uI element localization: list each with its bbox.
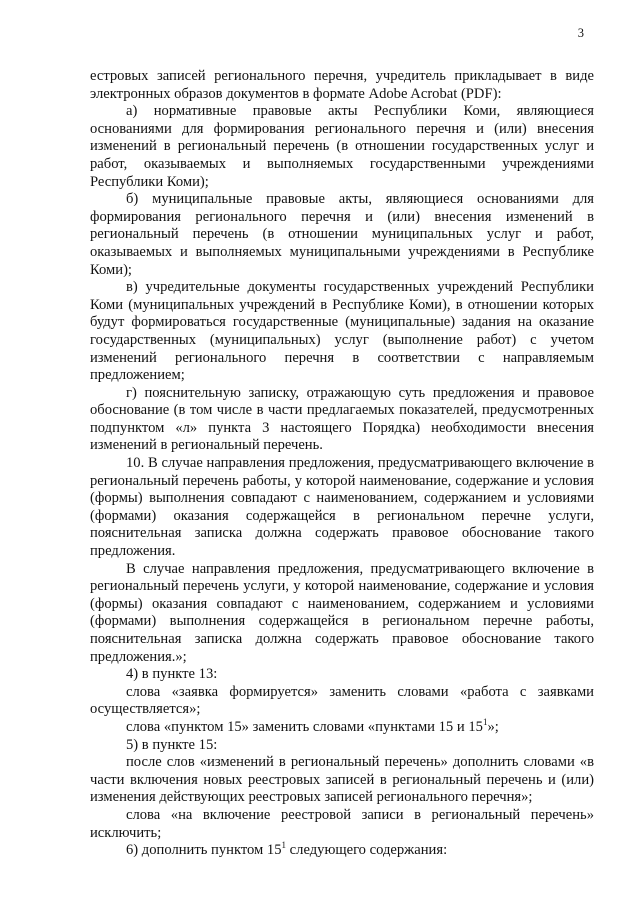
paragraph-text: естровых записей регионального перечня, учредитель прикладывает в виде электронных образов документов в формате Adobe Acrobat (PDF): bbox=[90, 68, 594, 102]
page-number: 3 bbox=[577, 26, 584, 40]
paragraph-text: 5) в пункте 15: bbox=[126, 736, 218, 753]
paragraph bbox=[90, 455, 594, 561]
paragraph-text: следующего содержания: bbox=[286, 842, 448, 859]
superscript: 1 bbox=[281, 840, 287, 851]
paragraph-text: в) учредительные документы государственных учреждений Республики Коми (муниципальных учреждений в Республике Коми), в отношении которых будут формироваться государственные (муниципальные) задания на оказание государственных (муниципальных) услуг (выполнение работ) с учетом изменений регионального перечня в соответствии с направляемым предложением; bbox=[90, 279, 594, 384]
paragraph bbox=[90, 807, 594, 842]
paragraph-text: 4) в пункте 13: bbox=[126, 666, 218, 683]
paragraph bbox=[90, 561, 594, 667]
paragraph-text: г) пояснительную записку, отражающую суть предложения и правовое обоснование (в том числе в части предлагаемых показателей, предусмотренных подпунктом «л» пункта 3 настоящего Порядка) необходимости внесения изменений в региональный перечень. bbox=[90, 384, 594, 454]
paragraph bbox=[90, 842, 594, 860]
paragraph bbox=[90, 103, 594, 191]
paragraph-text: слова «на включение реестровой записи в региональный перечень» исключить; bbox=[90, 806, 594, 841]
paragraph-text: 10. В случае направления предложения, предусматривающего включение в региональный перечень работы, у которой наименование, содержание и условия (формы) выполнения совпадают с наименованием, содержанием и условиями (формами) оказания содержащейся в региональном перечне услуги, пояснительная записка должна содержать правовое обоснование такого предложения. bbox=[90, 455, 594, 560]
paragraph-text: слова «заявка формируется» заменить словами «работа с заявками осуществляется»; bbox=[90, 683, 594, 718]
paragraph-text: »; bbox=[487, 718, 499, 735]
paragraph bbox=[90, 719, 594, 737]
paragraph bbox=[90, 754, 594, 807]
paragraph bbox=[90, 68, 594, 103]
paragraph-text: В случае направления предложения, предусматривающего включение в региональный перечень услуги, у которой наименование, содержание и условия (формы) оказания совпадают с наименованием, содержанием и условиями (формами) выполнения содержащейся в региональном перечне работы, пояснительная записка должна содержать правовое обоснование такого предложения.»; bbox=[90, 560, 594, 665]
paragraph-text: б) муниципальные правовые акты, являющиеся основаниями для формирования регионального перечня и (или) внесения изменений в региональный перечень (в отношении муниципальных услуг и работ, оказываемых и выполняемых муниципальными учреждениями в Республике Коми); bbox=[90, 191, 594, 278]
paragraph bbox=[90, 666, 594, 684]
paragraph bbox=[90, 191, 594, 279]
paragraph-text: слова «пунктом 15» заменить словами «пунктами 15 и 15 bbox=[126, 718, 483, 735]
paragraph-text: 6) дополнить пунктом 15 bbox=[126, 842, 282, 859]
paragraph bbox=[90, 279, 594, 385]
document-body bbox=[90, 68, 594, 860]
paragraph bbox=[90, 684, 594, 719]
superscript: 1 bbox=[482, 717, 488, 728]
paragraph bbox=[90, 385, 594, 455]
paragraph-text: а) нормативные правовые акты Республики Коми, являющиеся основаниями для формирования регионального перечня и (или) внесения изменений в региональный перечень (в отношении государственных услуг и работ, оказываемых и выполняемых государственными учреждениями Республики Коми); bbox=[90, 103, 594, 190]
paragraph-text: после слов «изменений в региональный перечень» дополнить словами «в части включения новых реестровых записей в региональный перечень и (или) изменения действующих реестровых записей регионального перечня»; bbox=[90, 754, 594, 806]
paragraph bbox=[90, 737, 594, 755]
